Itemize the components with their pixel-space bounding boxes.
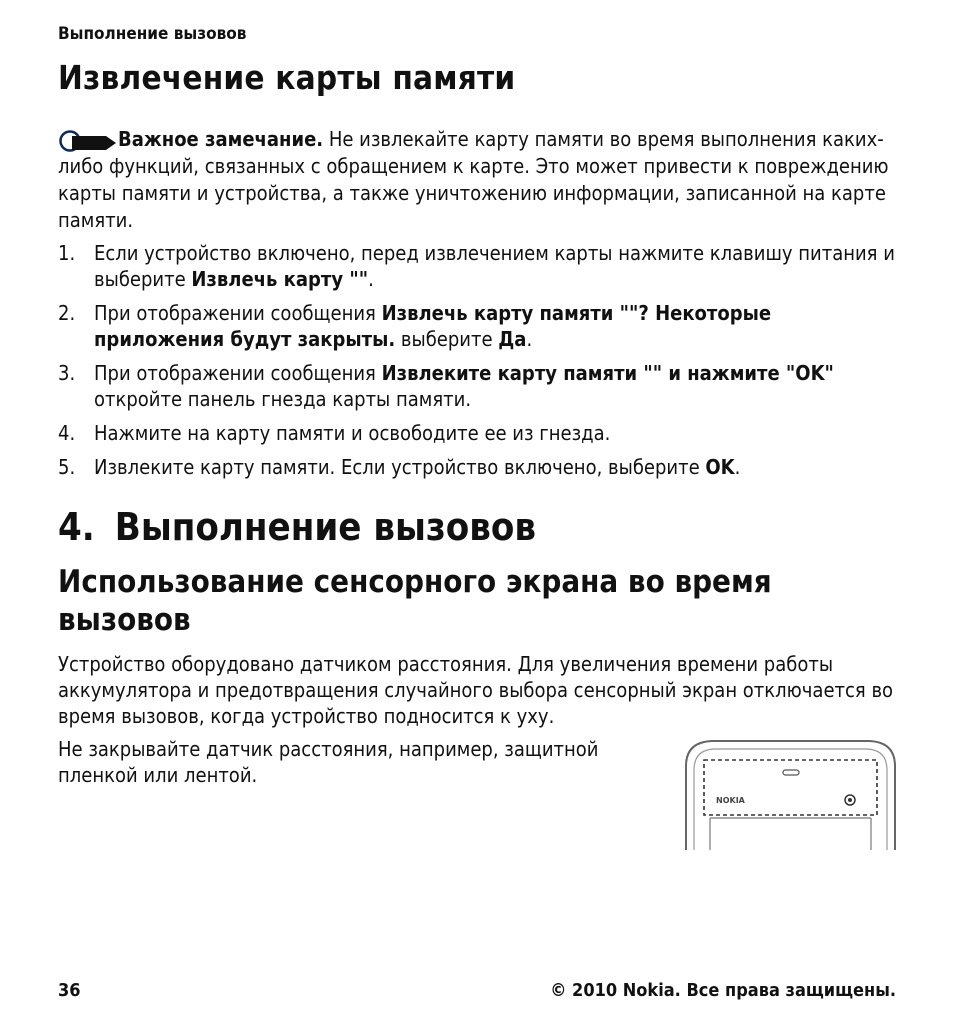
list-item-emphasis: Извлечь карту ""	[191, 267, 369, 291]
list-item-emphasis: Извлечь карту памяти ""? Некоторые приложения будут закрыты.	[94, 301, 772, 351]
removal-steps-list	[58, 240, 903, 488]
list-item-text: .	[526, 327, 533, 351]
list-item	[58, 360, 903, 412]
list-item	[58, 240, 903, 292]
list-item-number: 4.	[58, 421, 76, 445]
list-item-text: Если устройство включено, перед извлечением карты нажмите клавишу питания и выберите	[94, 241, 895, 291]
phone-proximity-sensor-illustration	[684, 738, 897, 850]
running-header: Выполнение вызовов	[58, 24, 247, 44]
list-item-text: .	[734, 455, 741, 479]
chapter-title	[58, 505, 536, 549]
note-text: Не извлекайте карту памяти во время выполнения каких-либо функций, связанных с обращением к карте. Это может привести к повреждению карты памяти и устройства, а также уничтожению информации, записанной на карте памяти.	[58, 127, 889, 232]
paragraph-proximity-sensor: Устройство оборудовано датчиком расстояния. Для увеличения времени работы аккумулятора и предотвращения случайного выбора сенсорный экран отключается во время вызовов, когда устройство подносится к уху.	[58, 652, 894, 728]
chapter-number: 4.	[58, 505, 95, 549]
list-item-text: При отображении сообщения	[94, 361, 382, 385]
page-number: 36	[58, 980, 81, 1001]
list-item-text: выберите	[395, 327, 499, 351]
list-item-text: При отображении сообщения	[94, 301, 382, 325]
important-note	[58, 126, 903, 234]
list-item	[58, 420, 903, 446]
paragraph-do-not-cover: Не закрывайте датчик расстояния, например, защитной пленкой или лентой.	[58, 737, 599, 787]
subsection-title: Использование сенсорного экрана во время вызовов	[58, 564, 772, 638]
note-label: Важное замечание.	[118, 127, 324, 151]
list-item-number: 5.	[58, 455, 76, 479]
list-item-text: Извлеките карту памяти. Если устройство включено, выберите	[94, 455, 706, 479]
list-item-emphasis: OK	[705, 455, 735, 479]
section-title: Извлечение карты памяти	[58, 58, 516, 97]
list-item-number: 3.	[58, 361, 76, 385]
illustration-brand: NOKIA	[716, 796, 745, 805]
list-item	[58, 454, 903, 480]
list-item-emphasis: Да	[498, 327, 527, 351]
list-item-text: Нажмите на карту памяти и освободите ее из гнезда.	[94, 421, 611, 445]
list-item-number: 2.	[58, 301, 76, 325]
list-item-text: .	[368, 267, 374, 291]
copyright: © 2010 Nokia. Все права защищены.	[550, 980, 896, 1001]
list-item-emphasis: Извлеките карту памяти "" и нажмите "OK"	[381, 361, 834, 385]
list-item-number: 1.	[58, 241, 76, 265]
important-note-icon	[58, 130, 118, 152]
chapter-title-text: Выполнение вызовов	[114, 505, 537, 549]
list-item-text: откройте панель гнезда карты памяти.	[94, 387, 472, 411]
list-item	[58, 300, 903, 352]
